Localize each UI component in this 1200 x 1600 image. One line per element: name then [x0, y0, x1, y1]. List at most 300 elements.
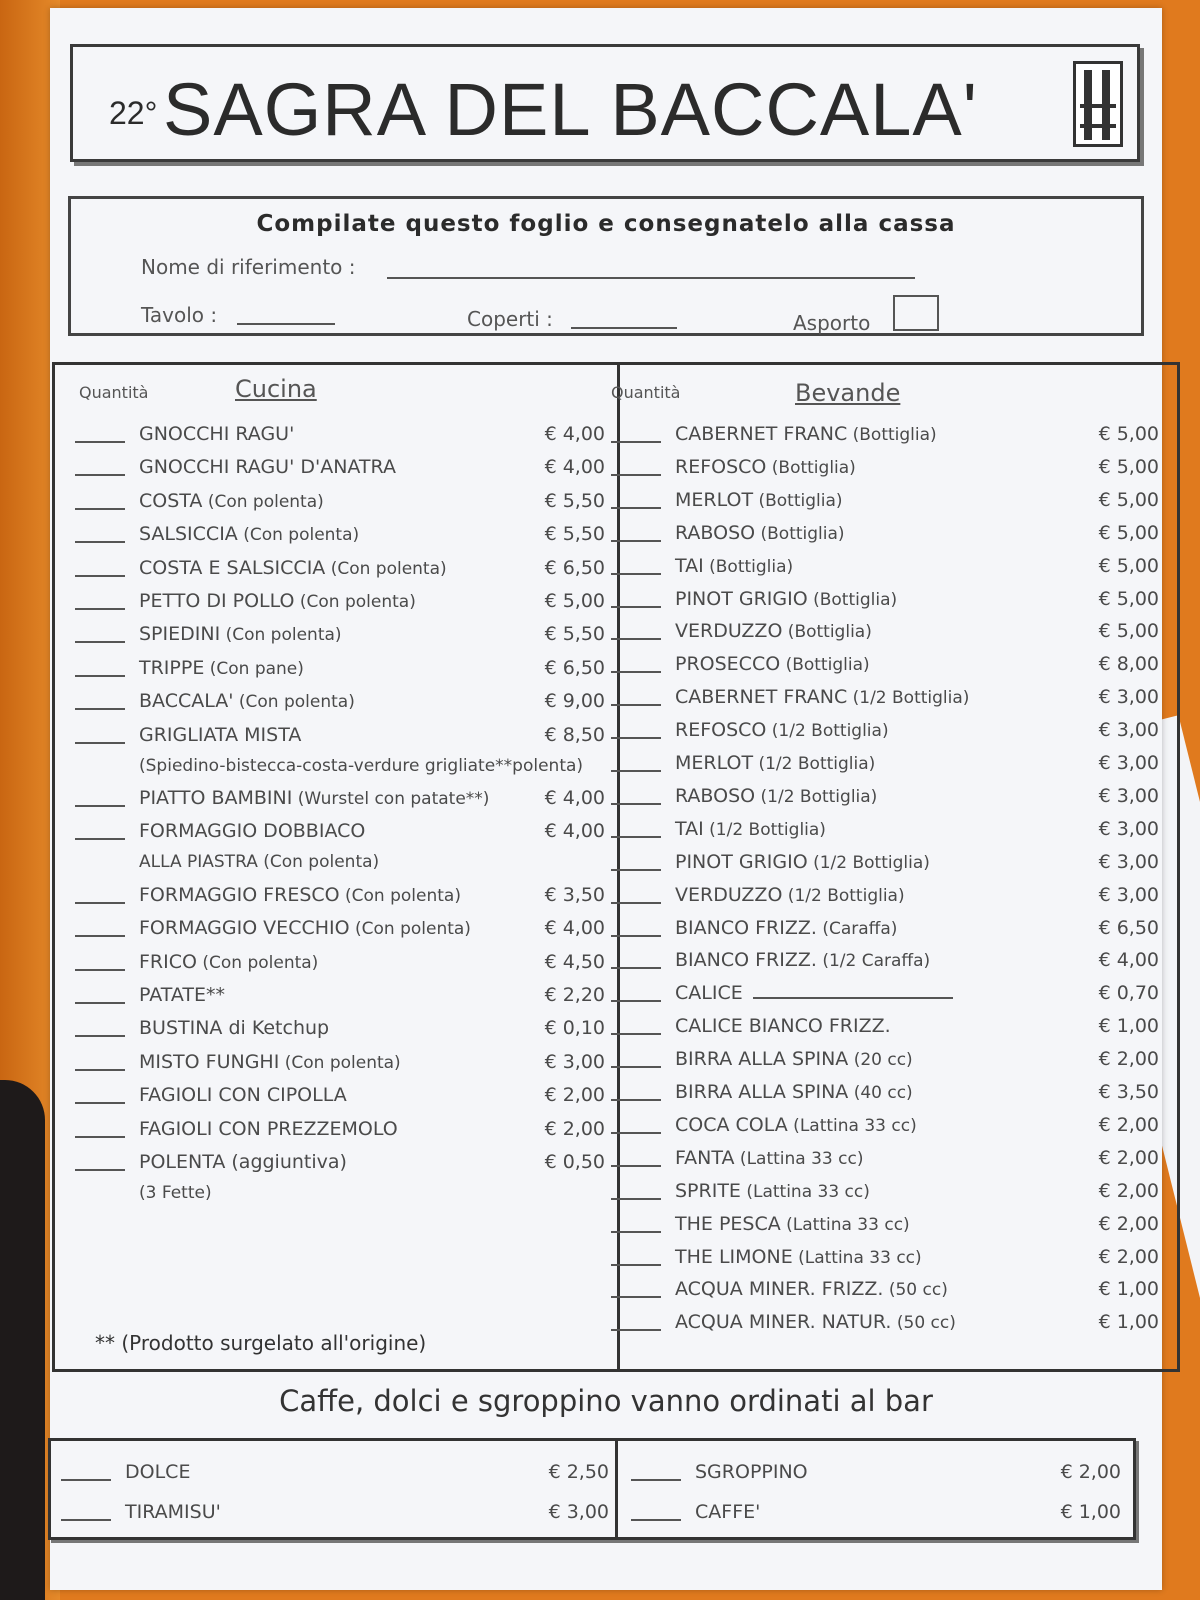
quantity-field[interactable]	[611, 1132, 661, 1134]
item-note: (1/2 Bottiglia)	[753, 754, 876, 774]
edition-number: 22°	[109, 95, 158, 131]
item-price: € 3,50	[544, 883, 605, 906]
cucina-row	[75, 1082, 605, 1114]
quantity-field[interactable]	[75, 805, 125, 807]
item-label: MISTO FUNGHI	[139, 1050, 280, 1073]
item-price: € 1,00	[1098, 1278, 1159, 1301]
item-name	[675, 489, 843, 511]
item-name	[139, 1118, 398, 1140]
item-label: PINOT GRIGIO	[675, 587, 808, 610]
item-label: MERLOT	[675, 488, 754, 511]
item-name	[139, 884, 461, 906]
item-name	[675, 949, 930, 971]
item-price: € 5,00	[1098, 521, 1159, 544]
quantity-field[interactable]	[75, 675, 125, 677]
item-label: VERDUZZO	[675, 883, 783, 906]
item-price: € 5,50	[544, 523, 605, 546]
bar-row	[61, 1499, 609, 1531]
quantity-field[interactable]	[611, 836, 661, 838]
quantity-field[interactable]	[611, 770, 661, 772]
item-note: (1/2 Bottiglia)	[782, 885, 905, 906]
item-name	[139, 1017, 329, 1039]
bevande-row	[611, 553, 1159, 585]
item-label: COCA COLA	[675, 1113, 788, 1136]
quantity-field[interactable]	[611, 1296, 661, 1298]
bevande-row	[611, 1244, 1159, 1276]
item-price: € 6,50	[1098, 916, 1159, 939]
item-name	[675, 686, 969, 708]
bevande-row	[611, 454, 1159, 486]
item-price: € 3,50	[1098, 1081, 1159, 1103]
bevande-row	[611, 849, 1159, 881]
item-name	[675, 752, 875, 774]
item-price: € 3,00	[1098, 883, 1159, 906]
bevande-row	[611, 421, 1159, 453]
item-label: THE LIMONE	[675, 1245, 793, 1268]
quantity-field[interactable]	[75, 1102, 125, 1104]
quantity-field[interactable]	[611, 1198, 661, 1200]
bevande-row	[611, 1178, 1159, 1210]
quantity-field[interactable]	[61, 1479, 111, 1481]
quantity-field[interactable]	[611, 1066, 661, 1068]
quantity-field[interactable]	[611, 540, 661, 542]
quantity-field[interactable]	[75, 608, 125, 610]
quantity-field[interactable]	[61, 1519, 111, 1521]
item-label: SALSICCIA	[139, 523, 238, 546]
item-label: BIRRA ALLA SPINA	[675, 1081, 849, 1103]
item-price: € 0,50	[544, 1151, 605, 1173]
quantity-field[interactable]	[75, 575, 125, 577]
bevande-row	[611, 980, 1159, 1012]
item-label: POLENTA (aggiuntiva)	[139, 1151, 347, 1173]
item-label: SPRITE	[675, 1179, 741, 1202]
quantity-field[interactable]	[611, 507, 661, 509]
item-price: € 1,00	[1098, 1015, 1159, 1038]
item-name	[675, 653, 870, 675]
item-price: € 6,50	[544, 656, 605, 679]
covers-field[interactable]	[571, 327, 677, 329]
item-name	[139, 724, 301, 746]
item-label: FORMAGGIO FRESCO	[139, 883, 340, 906]
item-note: (Bottiglia)	[766, 457, 856, 478]
item-price: € 0,10	[544, 1017, 605, 1040]
item-note: (1/2 Caraffa)	[816, 951, 931, 972]
item-note: (Lattina 33 cc)	[787, 1115, 917, 1136]
item-price: € 4,50	[544, 950, 605, 973]
cucina-row	[75, 785, 605, 817]
item-price: € 4,00	[544, 787, 605, 809]
quantity-field[interactable]	[611, 474, 661, 476]
item-label: CALICE	[675, 982, 743, 1005]
item-note: (Con polenta)	[237, 525, 360, 546]
quantity-field[interactable]	[611, 1329, 661, 1331]
item-name	[139, 787, 489, 809]
bevande-row	[611, 684, 1159, 716]
quantity-field[interactable]	[75, 474, 125, 476]
quantity-field[interactable]	[611, 902, 661, 904]
cucina-row	[75, 818, 605, 873]
item-note: (Wurstel con patate**)	[292, 789, 490, 809]
item-note: (Lattina 33 cc)	[780, 1214, 910, 1235]
item-label: GNOCCHI RAGU'	[139, 423, 295, 445]
item-name	[139, 490, 324, 512]
page-title: SAGRA DEL BACCALA'	[163, 68, 978, 151]
item-label: PATATE**	[139, 984, 226, 1006]
item-price: € 5,00	[1098, 620, 1159, 643]
item-price: € 5,00	[544, 590, 605, 612]
item-price: € 5,50	[544, 489, 605, 512]
title-box	[70, 44, 1140, 162]
item-note: (Bottiglia)	[847, 425, 937, 445]
bar-items-box	[48, 1438, 1136, 1540]
item-label: FANTA	[675, 1146, 735, 1169]
bar-row	[61, 1459, 609, 1491]
item-note: (50 cc)	[891, 1313, 956, 1334]
quantity-field[interactable]	[75, 508, 125, 510]
item-name	[675, 588, 897, 610]
tower-logo-icon	[1073, 61, 1123, 147]
table-label: Tavolo :	[141, 303, 218, 327]
item-name	[675, 1114, 917, 1136]
order-form	[68, 196, 1144, 336]
item-name	[675, 423, 937, 445]
item-price: € 2,00	[1098, 1146, 1159, 1169]
quantity-field[interactable]	[75, 1035, 125, 1037]
item-price: € 5,00	[1098, 554, 1159, 577]
item-label: REFOSCO	[675, 719, 767, 742]
quantity-field[interactable]	[611, 638, 661, 640]
item-note: (50 cc)	[883, 1280, 948, 1301]
item-name	[675, 1147, 863, 1169]
bevande-row	[611, 717, 1159, 749]
item-label: VERDUZZO	[675, 620, 783, 643]
item-name: CAFFE'	[695, 1501, 761, 1523]
cucina-row	[75, 1116, 605, 1148]
bevande-row	[611, 1309, 1159, 1341]
item-label: BIANCO FRIZZ.	[675, 949, 817, 972]
item-label: SPIEDINI	[139, 623, 221, 646]
table-field[interactable]	[237, 323, 335, 325]
bevande-row	[611, 915, 1159, 947]
item-name	[675, 555, 793, 577]
bevande-row	[611, 882, 1159, 914]
item-note: (Con pane)	[204, 658, 304, 679]
item-note: (Con polenta)	[294, 592, 416, 612]
item-name: TIRAMISU'	[125, 1501, 221, 1523]
quantity-field[interactable]	[75, 708, 125, 710]
quantity-field[interactable]	[75, 935, 125, 937]
item-note: (Lattina 33 cc)	[740, 1181, 870, 1202]
item-label: MERLOT	[675, 752, 754, 774]
cucina-row	[75, 421, 605, 453]
item-note: (Con polenta)	[202, 491, 324, 512]
item-label: PETTO DI POLLO	[139, 590, 295, 612]
item-name	[675, 719, 889, 741]
cucina-row	[75, 555, 605, 587]
bevande-qty-header: Quantità	[611, 383, 681, 402]
quantity-field[interactable]	[611, 1000, 661, 1002]
item-label: ACQUA MINER. NATUR.	[675, 1311, 892, 1334]
dark-corner	[0, 1080, 45, 1600]
item-name	[675, 818, 826, 840]
quantity-field[interactable]	[631, 1479, 681, 1481]
bevande-row	[611, 520, 1159, 552]
item-price: € 4,00	[544, 456, 605, 479]
item-name	[675, 785, 877, 807]
bevande-row	[611, 1276, 1159, 1308]
item-label: FAGIOLI CON CIPOLLA	[139, 1084, 347, 1107]
quantity-field[interactable]	[75, 838, 125, 840]
item-price: € 5,00	[1098, 488, 1159, 511]
item-name	[675, 456, 856, 478]
item-name	[675, 1015, 891, 1037]
item-price: € 5,00	[1098, 455, 1159, 478]
quantity-field[interactable]	[75, 641, 125, 643]
quantity-field[interactable]	[611, 606, 661, 608]
item-label: TRIPPE	[139, 656, 205, 679]
item-label: PINOT GRIGIO	[675, 850, 808, 873]
item-price: € 0,70	[1098, 982, 1159, 1005]
item-price: € 8,00	[1098, 653, 1159, 676]
item-name	[675, 1180, 870, 1202]
item-price: € 3,00	[548, 1501, 609, 1523]
item-label: THE PESCA	[675, 1212, 781, 1235]
item-label: BUSTINA di Ketchup	[139, 1017, 330, 1040]
item-note: (Caraffa)	[816, 918, 898, 939]
quantity-field[interactable]	[611, 803, 661, 805]
item-note: (Lattina 33 cc)	[792, 1247, 922, 1268]
item-note: (Bottiglia)	[753, 490, 843, 511]
bar-divider	[615, 1441, 618, 1537]
name-label: Nome di riferimento :	[141, 255, 356, 279]
item-label: PROSECCO	[675, 653, 781, 676]
item-note: (Con polenta)	[349, 919, 471, 940]
cucina-row	[75, 982, 605, 1014]
item-price: € 4,00	[544, 917, 605, 940]
bevande-row	[611, 1112, 1159, 1144]
menu-grid	[52, 362, 1180, 1372]
bar-row	[631, 1499, 1121, 1531]
item-name	[139, 690, 355, 712]
cucina-row	[75, 655, 605, 687]
item-price: € 3,00	[1098, 817, 1159, 840]
item-note: (1/2 Bottiglia)	[766, 721, 889, 742]
item-label: TAI	[675, 817, 704, 840]
cucina-row	[75, 915, 605, 947]
item-note: (Bottiglia)	[703, 556, 794, 577]
quantity-field[interactable]	[75, 1136, 125, 1138]
item-price: € 1,00	[1098, 1311, 1159, 1334]
quantity-field[interactable]	[611, 671, 661, 673]
item-label: RABOSO	[675, 521, 756, 544]
cucina-row	[75, 1015, 605, 1047]
bevande-title: Bevande	[795, 379, 901, 407]
cucina-row	[75, 722, 605, 776]
bevande-row	[611, 816, 1159, 848]
quantity-field[interactable]	[611, 1231, 661, 1233]
quantity-field[interactable]	[631, 1519, 681, 1521]
quantity-field[interactable]	[611, 737, 661, 739]
bevande-row	[611, 586, 1159, 618]
item-price: € 3,00	[1098, 752, 1159, 774]
item-name	[139, 917, 471, 939]
quantity-field[interactable]	[75, 969, 125, 971]
item-name	[139, 590, 416, 612]
item-name	[139, 1051, 401, 1073]
name-field[interactable]	[387, 277, 915, 279]
item-label: FORMAGGIO DOBBIACO	[139, 820, 366, 843]
calice-fill-line[interactable]	[753, 983, 953, 999]
quantity-field[interactable]	[611, 1099, 661, 1101]
takeaway-checkbox[interactable]	[893, 295, 939, 331]
item-name	[139, 557, 447, 579]
quantity-field[interactable]	[611, 1033, 661, 1035]
item-price: € 8,50	[544, 723, 605, 746]
item-label: RABOSO	[675, 784, 756, 807]
item-price: € 2,00	[544, 1117, 605, 1140]
item-name	[675, 1081, 913, 1103]
item-label: CABERNET FRANC	[675, 423, 848, 445]
item-price: € 1,00	[1060, 1501, 1121, 1523]
quantity-field[interactable]	[611, 704, 661, 706]
quantity-field[interactable]	[611, 935, 661, 937]
item-subnote: ALLA PIASTRA (Con polenta)	[139, 852, 380, 873]
item-label: REFOSCO	[675, 455, 767, 478]
item-price: € 4,00	[1098, 949, 1159, 972]
item-note: (Bottiglia)	[782, 622, 872, 643]
item-price: € 4,00	[544, 820, 605, 843]
item-label: BACCALA'	[139, 690, 234, 713]
item-note: (Bottiglia)	[780, 655, 870, 676]
quantity-field[interactable]	[611, 967, 661, 969]
item-note: (1/2 Bottiglia)	[703, 819, 826, 840]
takeaway-label: Asporto	[793, 311, 871, 335]
item-label: PIATTO BAMBINI	[139, 787, 293, 809]
cucina-row	[75, 521, 605, 553]
quantity-field[interactable]	[611, 1264, 661, 1266]
item-label: FAGIOLI CON PREZZEMOLO	[139, 1117, 398, 1140]
item-note: (Con polenta)	[279, 1052, 401, 1073]
quantity-field[interactable]	[611, 1165, 661, 1167]
item-note: (Con polenta)	[233, 692, 355, 713]
bevande-row	[611, 1046, 1159, 1078]
item-note: (Con polenta)	[339, 885, 461, 906]
cucina-row	[75, 882, 605, 914]
item-price: € 3,00	[1098, 719, 1159, 742]
bar-row	[631, 1459, 1121, 1491]
item-name	[139, 984, 225, 1006]
item-label: COSTA	[139, 489, 203, 512]
form-heading: Compilate questo foglio e consegnatelo alla cassa	[256, 211, 956, 237]
item-price: € 4,00	[544, 423, 605, 445]
item-name	[675, 851, 930, 873]
item-price: € 9,00	[544, 690, 605, 713]
bevande-row	[611, 1145, 1159, 1177]
item-label: COSTA E SALSICCIA	[139, 556, 326, 579]
item-price: € 2,00	[1060, 1461, 1121, 1483]
quantity-field[interactable]	[611, 441, 661, 443]
bevande-row	[611, 618, 1159, 650]
bevande-row	[611, 651, 1159, 683]
cucina-qty-header: Quantità	[79, 383, 149, 402]
item-name	[139, 1151, 347, 1173]
item-name	[675, 1213, 910, 1235]
item-price: € 5,00	[1098, 423, 1159, 445]
quantity-field[interactable]	[75, 441, 125, 443]
item-name	[139, 523, 359, 545]
item-subnote: (3 Fette)	[139, 1183, 212, 1203]
item-name	[139, 423, 294, 445]
item-name	[139, 657, 304, 679]
item-label: BIANCO FRIZZ.	[675, 916, 817, 939]
quantity-field[interactable]	[75, 1169, 125, 1171]
bevande-row	[611, 1211, 1159, 1243]
quantity-field[interactable]	[75, 1069, 125, 1071]
cucina-row	[75, 454, 605, 486]
item-price: € 2,00	[544, 1084, 605, 1107]
quantity-field[interactable]	[75, 742, 125, 744]
cucina-row	[75, 621, 605, 653]
item-note: (Con polenta)	[196, 952, 319, 973]
item-price: € 5,50	[544, 623, 605, 646]
bevande-row	[611, 1013, 1159, 1045]
item-label: CABERNET FRANC	[675, 686, 848, 709]
item-name	[675, 1278, 948, 1300]
item-name: DOLCE	[125, 1461, 191, 1483]
item-label: FRICO	[139, 950, 197, 973]
item-price: € 6,50	[544, 556, 605, 579]
item-price: € 3,00	[1098, 686, 1159, 709]
item-label: ACQUA MINER. FRIZZ.	[675, 1278, 884, 1301]
item-price: € 2,00	[1098, 1048, 1159, 1071]
cucina-row	[75, 688, 605, 720]
item-price: € 3,00	[1098, 850, 1159, 873]
item-price: € 2,20	[544, 984, 605, 1006]
item-name	[675, 1311, 956, 1333]
item-price: € 2,00	[1098, 1179, 1159, 1202]
item-name: SGROPPINO	[695, 1461, 808, 1483]
item-note: (Con polenta)	[220, 625, 342, 646]
covers-label: Coperti :	[467, 307, 553, 331]
item-name	[675, 522, 845, 544]
quantity-field[interactable]	[75, 902, 125, 904]
quantity-field[interactable]	[611, 869, 661, 871]
footnote: ** (Prodotto surgelato all'origine)	[95, 1331, 427, 1355]
bevande-row	[611, 487, 1159, 519]
item-note: (40 cc)	[848, 1083, 913, 1103]
item-note: (1/2 Bottiglia)	[807, 852, 930, 873]
item-name	[675, 1246, 922, 1268]
item-price: € 2,00	[1098, 1212, 1159, 1235]
cucina-row	[75, 1049, 605, 1081]
item-name	[675, 982, 953, 1004]
quantity-field[interactable]	[611, 573, 661, 575]
item-price: € 2,00	[1098, 1245, 1159, 1268]
item-subnote: (Spiedino-bistecca-costa-verdure grigliate**polenta)	[139, 755, 584, 776]
item-name	[675, 917, 897, 939]
item-name	[139, 1084, 347, 1106]
quantity-field[interactable]	[75, 541, 125, 543]
item-price: € 3,00	[1098, 784, 1159, 807]
order-sheet	[50, 8, 1162, 1590]
cucina-row	[75, 488, 605, 520]
quantity-field[interactable]	[75, 1002, 125, 1004]
item-note: (Lattina 33 cc)	[734, 1148, 864, 1169]
bevande-row	[611, 783, 1159, 815]
item-name	[675, 1048, 913, 1070]
bevande-row	[611, 1079, 1159, 1111]
item-label: BIRRA ALLA SPINA	[675, 1048, 849, 1071]
